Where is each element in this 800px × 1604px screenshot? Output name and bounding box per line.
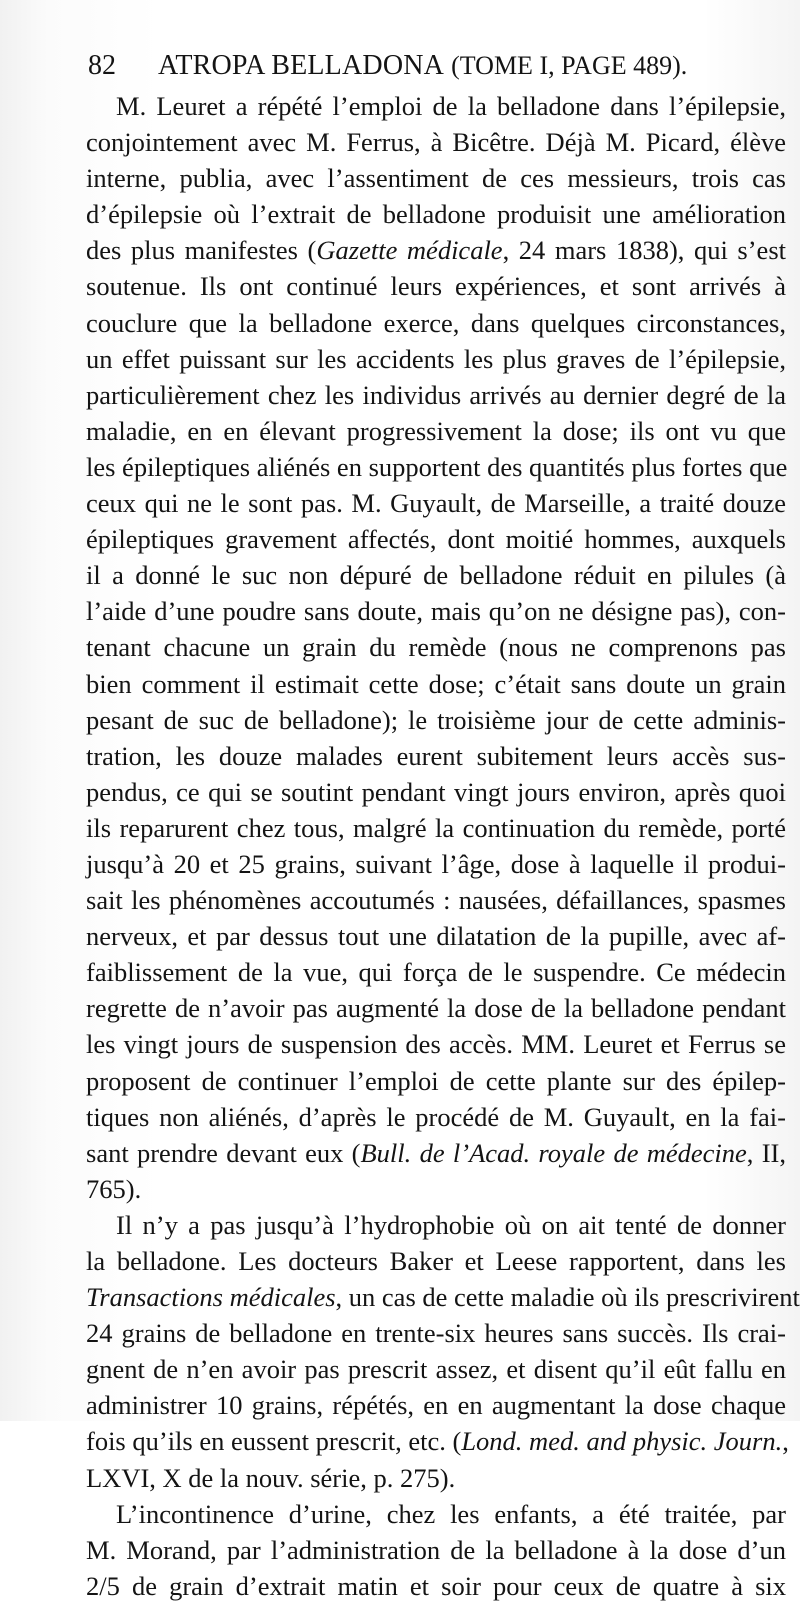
citation-italic: Lond. med. and physic. Journ. — [461, 1426, 783, 1457]
text-line: administrer 10 grains, répétés, en en augmentant la dose chaque — [86, 1390, 786, 1421]
text-line: les vingt jours de suspension des accès. MM. Leuret et Ferrus se — [86, 1029, 786, 1060]
paragraph-1 — [86, 88, 786, 1207]
running-reference: (TOME I, PAGE 489). — [451, 51, 688, 80]
citation-italic: Bull. de l’Acad. royale de médecine — [360, 1137, 747, 1168]
text-line: bien comment il estimait cette dose; c’était sans doute un grain — [86, 668, 786, 699]
running-title: ATROPA BELLADONA — [158, 50, 445, 81]
text-line: soutenue. Ils ont continué leurs expériences, et sont arrivés à — [86, 271, 786, 302]
text-fragment: , un cas de cette maladie où ils prescrivirent — [335, 1282, 800, 1313]
text-line: Il n’y a pas jusqu’à l’hydrophobie où on ait tenté de donner — [116, 1209, 786, 1240]
text-line: ceux qui ne le sont pas. M. Guyault, de Marseille, a traité douze — [86, 488, 786, 519]
text-fragment: , 24 mars 1838), qui s’est — [502, 235, 786, 266]
text-line: 24 grains de belladone en trente-six heures sans succès. Ils crai- — [86, 1318, 786, 1349]
text-line: les épileptiques aliénés en supportent des quantités plus fortes que — [86, 451, 788, 482]
text-line: LXVI, X de la nouv. série, p. 275). — [86, 1462, 456, 1493]
text-fragment: fois qu’ils en eussent prescrit, etc. ( — [86, 1426, 462, 1457]
text-line: jusqu’à 20 et 25 grains, suivant l’âge, dose à laquelle il produi- — [86, 848, 786, 879]
text-line: faiblissement de la vue, qui força de le suspendre. Ce médecin — [86, 957, 786, 988]
text-line: gnent de n’en avoir pas prescrit assez, et disent qu’il eût fallu en — [86, 1354, 786, 1385]
text-line-mixed — [86, 1423, 789, 1459]
text-line: l’aide d’une poudre sans doute, mais qu’on ne désigne pas), con- — [86, 596, 786, 627]
page-number: 82 — [88, 50, 116, 81]
running-header — [88, 46, 778, 86]
text-line: particulièrement chez les individus arrivés au dernier degré de la — [86, 379, 786, 410]
text-fragment: , II, — [746, 1137, 786, 1168]
text-line: ils reparurent chez tous, malgré la continuation du remède, porté — [86, 812, 786, 843]
text-line: un effet puissant sur les accidents les plus graves de l’épilepsie, — [86, 343, 786, 374]
text-line: regrette de n’avoir pas augmenté la dose de la belladone pendant — [86, 993, 786, 1024]
text-line-mixed — [86, 1135, 786, 1171]
text-line: 2/5 de grain d’extrait matin et soir pour ceux de quatre à six — [86, 1570, 786, 1601]
citation-italic: Gazette médicale — [316, 235, 503, 266]
text-line: interne, publia, avec l’assentiment de ces messieurs, trois cas — [86, 163, 786, 194]
body-text — [86, 88, 800, 1604]
text-line: couclure que la belladone exerce, dans quelques circonstances, — [86, 307, 786, 338]
text-line: tration, les douze malades eurent subitement leurs accès sus- — [86, 740, 786, 771]
text-line-mixed — [86, 1279, 800, 1315]
text-line: d’épilepsie où l’extrait de belladone produisit une amélioration — [86, 199, 786, 230]
text-line: L’incontinence d’urine, chez les enfants, a été traitée, par — [116, 1498, 786, 1529]
text-line: nerveux, et par dessus tout une dilatation de la pupille, avec af- — [86, 921, 786, 952]
text-line: maladie, en en élevant progressivement la dose; ils ont vu que — [86, 415, 786, 446]
text-line: il a donné le suc non dépuré de belladone réduit en pilules (à — [86, 560, 786, 591]
text-line-mixed — [86, 232, 786, 268]
text-line: 765). — [86, 1173, 142, 1204]
text-line: sait les phénomènes accoutumés : nausées, défaillances, spasmes — [86, 885, 786, 916]
text-line: pesant de suc de belladone); le troisième jour de cette adminis- — [86, 704, 786, 735]
text-line: conjointement avec M. Ferrus, à Bicêtre. Déjà M. Picard, élève — [86, 127, 786, 158]
text-line: M. Morand, par l’administration de la belladone à la dose d’un — [86, 1534, 786, 1565]
citation-italic: Transactions médicales — [86, 1282, 336, 1313]
text-fragment: , — [782, 1426, 789, 1457]
text-line: tenant chacune un grain du remède (nous ne comprenons pas — [86, 632, 786, 663]
text-fragment: des plus manifestes ( — [86, 235, 317, 266]
paragraph-2 — [86, 1207, 800, 1496]
paragraph-3 — [86, 1496, 786, 1604]
text-line: M. Leuret a répété l’emploi de la belladone dans l’épilepsie, — [116, 91, 786, 121]
text-line: proposent de continuer l’emploi de cette plante sur des épilep- — [86, 1065, 786, 1096]
text-line: épileptiques gravement affectés, dont moitié hommes, auxquels — [86, 524, 786, 555]
text-line: tiques non aliénés, d’après le procédé de M. Guyault, en la fai- — [86, 1101, 786, 1132]
text-fragment: sant prendre devant eux ( — [86, 1137, 361, 1168]
text-line: la belladone. Les docteurs Baker et Leese rapportent, dans les — [86, 1246, 786, 1276]
text-line: pendus, ce qui se soutint pendant vingt jours environ, après quoi — [86, 776, 786, 807]
